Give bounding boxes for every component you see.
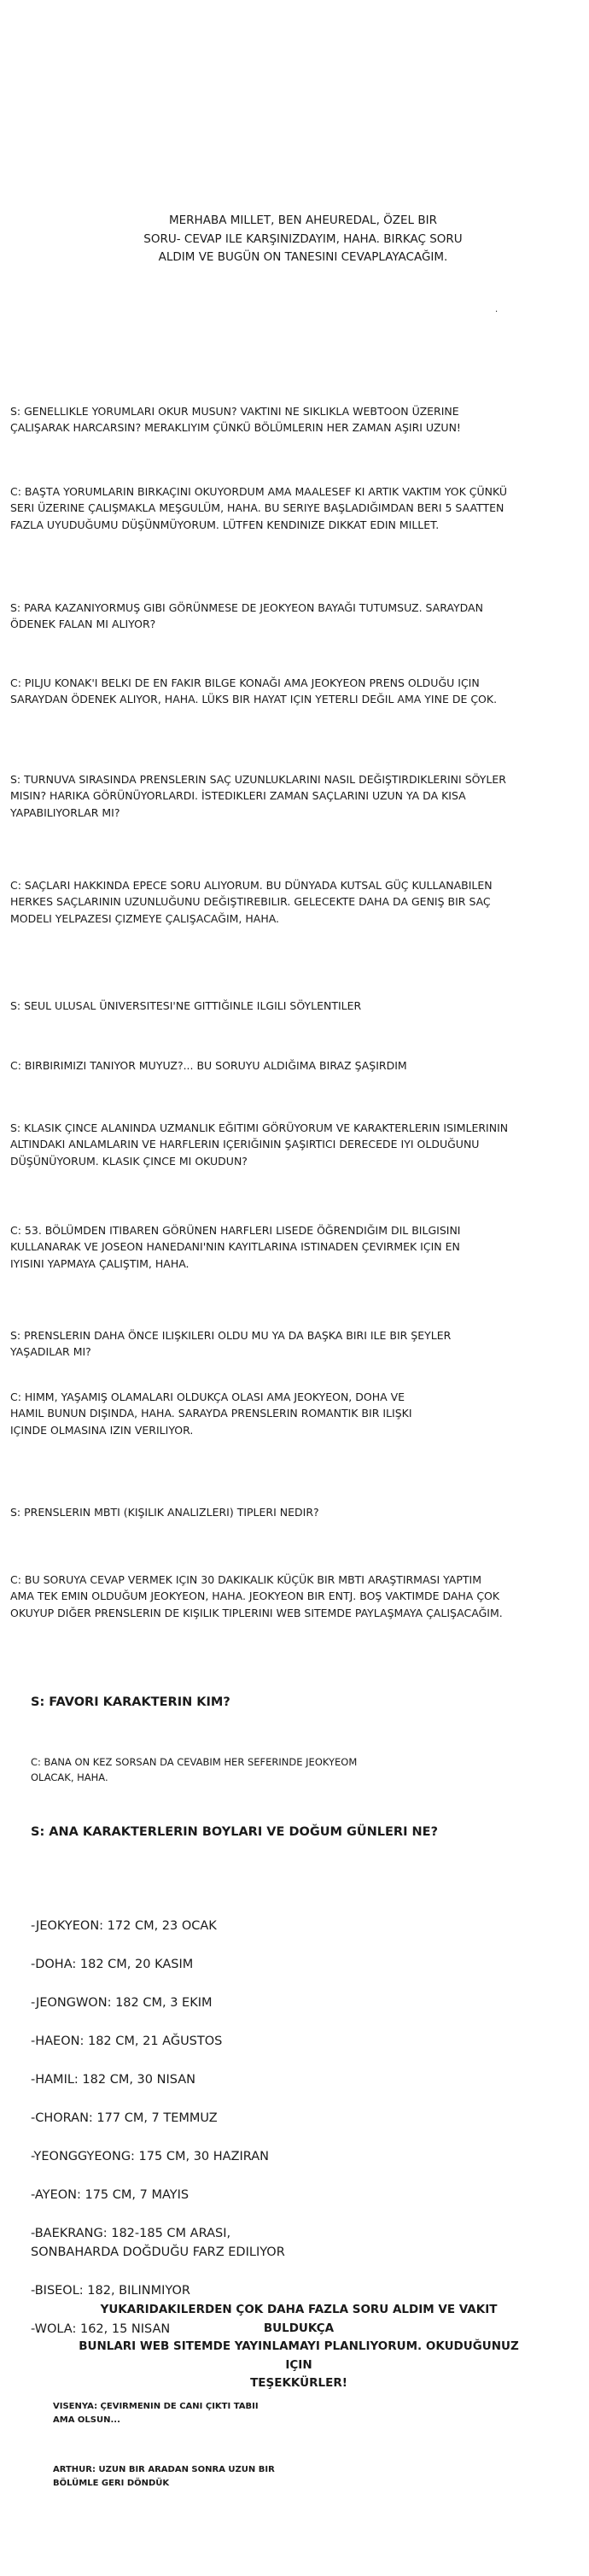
list-item: -BISEOL: 182, BILINMIYOR [31, 2284, 190, 2298]
list-item: -YEONGGYEONG: 175 CM, 30 HAZIRAN [31, 2150, 270, 2164]
intro-text: MERHABA MILLET, BEN AHEUREDAL, ÖZEL BIR SORU- CEVAP ILE KARŞINIZDAYIM, HAHA. BIRKAÇ SORU ALDIM VE BUGÜN ON TANESINI CEVAPLAYACAĞIM. [143, 214, 463, 265]
list-item: -JEOKYEON: 172 CM, 23 OCAK [31, 1919, 217, 1934]
closing-text: YUKARIDAKILERDEN ÇOK DAHA FAZLA SORU ALDIM VE VAKIT BULDUKÇA BUNLARI WEB SITEMDE YAYINLAMAYI PLANLIYORUM. OKUDUĞUNUZ IÇIN TEŞEKKÜRLER! [79, 2303, 519, 2391]
question-heights: S: ANA KARAKTERLERIN BOYLARI VE DOĞUM GÜNLERI NE? [31, 1825, 438, 1839]
translator-note: VISENYA: ÇEVIRMENIN DE CANI ÇIKTI TABII AMA OLSUN... [53, 2402, 259, 2425]
list-item: -HAEON: 182 CM, 21 AĞUSTOS [31, 2034, 223, 2049]
list-item: -HAMIL: 182 CM, 30 NISAN [31, 2073, 195, 2087]
answer-hair: C: SAÇLARI HAKKINDA EPECE SORU ALIYORUM. BU DÜNYADA KUTSAL GÜÇ KULLANABILEN HERKES SAÇLARININ UZUNLUĞUNU DEĞIŞTIREBILIR. GELECEKTE DAHA DA GENIŞ BIR SAÇ MODELI YELPAZESI ÇIZMEYE ÇALIŞACAĞIM, HAHA. [10, 879, 493, 925]
list-item: -AYEON: 175 CM, 7 MAYIS [31, 2188, 190, 2203]
question-hair: S: TURNUVA SIRASINDA PRENSLERIN SAÇ UZUNLUKLARINI NASIL DEĞIŞTIRDIKLERINI SÖYLER MISIN? HARIKA GÖRÜNÜYORLARDI. İSTEDIKLERI ZAMAN SAÇLARINI UZUN YA DA KISA YAPABILIYORLAR MI? [10, 773, 506, 819]
character-list [31, 1898, 285, 2358]
artist-note: ARTHUR: UZUN BIR ARADAN SONRA UZUN BIR BÖLÜMLE GERI DÖNDÜK [53, 2465, 275, 2488]
question-mbti: S: PRENSLERIN MBTI (KIŞILIK ANALIZLERI) TIPLERI NEDIR? [10, 1506, 319, 1519]
answer-comments: C: BAŞTА YORUMLARIN BIRKAÇINI OKUYORDUM AMA MAALESEF KI ARTIK VAKTIM YOK ÇÜNKÜ SERI ÜZERINE ÇALIŞMAKLA MEŞGULÜM, HAHA. BU SERIYE BAŞLADIĞIMDAN BERI 5 SAATTEN FAZLA UYUDUĞUMU DÜŞÜNMÜYORUM. LÜTFEN KENDINIZE DIKKAT EDIN MILLET. [10, 485, 508, 531]
answer-relationships: C: HIMM, YAŞAMIŞ OLAMALARI OLDUKÇA OLASI AMA JEOKYEON, DOHA VE HAMIL BUNUN DIŞINDA, HAHA. SARAYDA PRENSLERIN ROMANTIK BIR ILIŞKI IÇINDE OLMASINA IZIN VERILIYOR. [10, 1390, 412, 1437]
list-item: -CHORAN: 177 CM, 7 TEMMUZ [31, 2111, 218, 2126]
answer-university: C: BIRBIRIMIZI TANIYOR MUYUZ?... BU SORUYU ALDIĞIMA BIRAZ ŞAŞIRDIM [10, 1059, 407, 1072]
answer-allowance: C: PILJU KONAK'I BELKI DE EN FAKIR BILGE KONAĞI AMA JEOKYEON PRENS OLDUĞU IÇIN SARAYDAN ÖDENEK ALIYOR, HAHA. LÜKS BIR HAYAT IÇIN YETERLI DEĞIL AMA YINE DE ÇOK. [10, 676, 498, 706]
list-item: -WOLA: 162, 15 NISAN [31, 2322, 171, 2337]
question-allowance: S: PARA KAZANIYORMUŞ GIBI GÖRÜNMESE DE JEOKYEON BAYAĞI TUTUMSUZ. SARAYDAN ÖDENEK FALAN MI ALIYOR? [10, 601, 483, 631]
question-university: S: SEUL ULUSAL ÜNIVERSITESI'NE GITTIĞINLE ILGILI SÖYLENTILER [10, 999, 362, 1012]
question-chinese: S: KLASIK ÇINCE ALANINDA UZMANLIK EĞITIMI GÖRÜYORUM VE KARAKTERLERIN ISIMLERININ ALTINDAKI ANLAMLARIN VE HARFLERIN IÇERIĞININ ŞAŞIRTICI DERECEDE IYI OLDUĞUNU DÜŞÜNÜYORUM. KLASIK ÇINCE MI OKUDUN? [10, 1121, 509, 1168]
list-item: -JEONGWON: 182 CM, 3 EKIM [31, 1996, 213, 2011]
list-item: -DOHA: 182 CM, 20 KASIM [31, 1958, 194, 1972]
question-comments: S: GENELLIKLE YORUMLARI OKUR MUSUN? VAKTINI NE SIKLIKLA WEBTOON ÜZERINE ÇALIŞARAK HARCARSIN? MERAKLIYIM ÇÜNKÜ BÖLÜMLERIN HER ZAMAN AŞIRI UZUN! [10, 405, 461, 435]
question-favorite: S: FAVORI KARAKTERIN KIM? [31, 1695, 230, 1709]
intro-mark: . [495, 305, 499, 314]
list-item: -BAEKRANG: 182-185 CM ARASI, SONBAHARDA DOĞDUĞU FARZ EDILIYOR [31, 2226, 285, 2260]
question-relationships: S: PRENSLERIN DAHA ÖNCE ILIŞKILERI OLDU MU YA DA BAŞKA BIRI ILE BIR ŞEYLER YAŞADILAR MI? [10, 1329, 452, 1359]
answer-chinese: C: 53. BÖLÜMDEN ITIBAREN GÖRÜNEN HARFLERI LISEDE ÖĞRENDIĞIM DIL BILGISINI KULLANARAK VE JOSEON HANEDANI'NIN KAYITLARINA ISTINADEN ÇEVIRMEK IÇIN EN IYISINI YAPMAYA ÇALIŞTIM, HAHA. [10, 1224, 461, 1270]
answer-favorite: C: BANA ON KEZ SORSAN DA CEVABIM HER SEFERINDE JEOKYEOM OLACAK, HAHA. [31, 1756, 358, 1783]
answer-mbti-text: C: BU SORUYA CEVAP VERMEK IÇIN 30 DAKIKALIK KÜÇÜK BIR MBTI ARAŞTIRMASI YAPTIM AMA TEK EMIN OLDUĞUM JEOKYEON, HAHA. JEOKYEON BIR ENTJ. BOŞ VAKTIMDE DAHA ÇOK OKUYUP DIĞER PRENSLERIN DE KIŞILIK TIPLERINI WEB SITEMDE PAYLAŞMAYA ÇALIŞACAĞIM. [10, 1573, 503, 1619]
